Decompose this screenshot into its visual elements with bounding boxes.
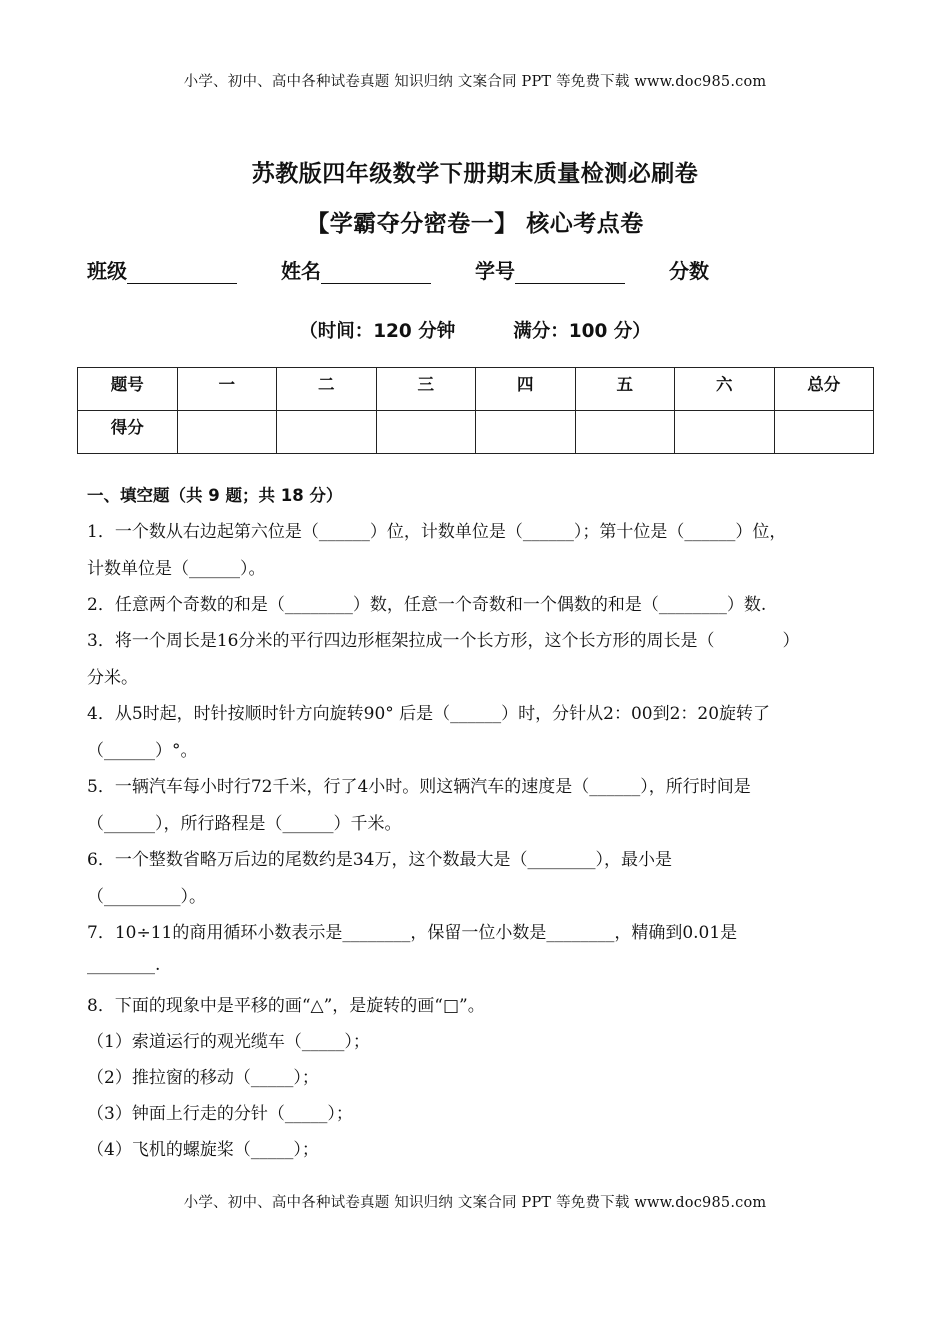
score-cell[interactable] (675, 411, 775, 454)
exam-full-score: 满分：100 分） (513, 321, 651, 342)
question-line: 3．将一个周长是16分米的平行四边形框架拉成一个长方形，这个长方形的周长是（ ） (87, 631, 800, 651)
score-table-header-cell: 四 (476, 368, 576, 411)
score-cell[interactable] (575, 411, 675, 454)
score-cell[interactable] (476, 411, 576, 454)
score-table (77, 367, 874, 454)
student-id-label: 学号 (475, 259, 515, 283)
score-table-score-row (78, 411, 874, 454)
question-line: （______）°。 (87, 741, 198, 761)
page-subtitle: 【学霸夺分密卷一】 核心考点卷 (306, 211, 644, 237)
score-table-header-cell: 题号 (78, 368, 178, 411)
score-label: 分数 (669, 259, 709, 283)
class-blank[interactable] (127, 263, 237, 284)
score-cell[interactable] (774, 411, 874, 454)
score-row-label: 得分 (78, 411, 178, 454)
question-line: （_________）。 (87, 887, 206, 907)
page-header: 小学、初中、高中各种试卷真题 知识归纳 文案合同 PPT 等免费下载 www.doc985.com (183, 74, 767, 90)
page-footer: 小学、初中、高中各种试卷真题 知识归纳 文案合同 PPT 等免费下载 www.doc985.com (183, 1195, 767, 1211)
name-label: 姓名 (281, 259, 321, 283)
score-table-header-cell: 三 (376, 368, 476, 411)
question-line: （4）飞机的螺旋桨（_____）； (87, 1140, 319, 1160)
student-id-blank[interactable] (515, 263, 625, 284)
question-line: 1．一个数从右边起第六位是（______）位，计数单位是（______）；第十位是（______）位， (87, 522, 787, 542)
question-line: 2．任意两个奇数的和是（________）数，任意一个奇数和一个偶数的和是（________）数. (87, 595, 767, 615)
question-line: （1）索道运行的观光缆车（_____）； (87, 1032, 370, 1052)
question-line: 7．10÷11的商用循环小数表示是________，保留一位小数是________，精确到0.01是 (87, 923, 738, 943)
question-line: （3）钟面上行走的分针（_____）； (87, 1104, 353, 1124)
question-line: 分米。 (87, 668, 138, 688)
question-line: （2）推拉窗的移动（_____）； (87, 1068, 319, 1088)
score-cell[interactable] (177, 411, 277, 454)
page-title: 苏教版四年级数学下册期末质量检测必刷卷 (251, 161, 699, 187)
exam-info (0, 317, 950, 343)
score-table-header-cell: 五 (575, 368, 675, 411)
name-blank[interactable] (321, 263, 431, 284)
question-line: 计数单位是（______）。 (87, 559, 266, 579)
question-line: 4．从5时起，时针按顺时针方向旋转90° 后是（______）时，分针从2：00到2：20旋转了 (87, 704, 771, 724)
score-table-header-cell: 六 (675, 368, 775, 411)
exam-time: （时间：120 分钟 (299, 321, 456, 342)
question-line: （______），所行路程是（______）千米。 (87, 814, 402, 834)
score-cell[interactable] (376, 411, 476, 454)
question-line: 8．下面的现象中是平移的画“△”，是旋转的画“□”。 (87, 996, 485, 1016)
score-cell[interactable] (277, 411, 377, 454)
score-table-header-row (78, 368, 874, 411)
question-line: 6．一个整数省略万后边的尾数约是34万，这个数最大是（________），最小是 (87, 850, 672, 870)
score-table-header-cell: 总分 (774, 368, 874, 411)
section-title: 一、填空题（共 9 题；共 18 分） (87, 486, 343, 505)
class-label: 班级 (87, 259, 127, 283)
score-table-header-cell: 一 (177, 368, 277, 411)
student-info-row (87, 255, 887, 284)
score-table-header-cell: 二 (277, 368, 377, 411)
question-line: ________. (87, 955, 161, 975)
question-line: 5．一辆汽车每小时行72千米，行了4小时。则这辆汽车的速度是（______），所行时间是 (87, 777, 751, 797)
